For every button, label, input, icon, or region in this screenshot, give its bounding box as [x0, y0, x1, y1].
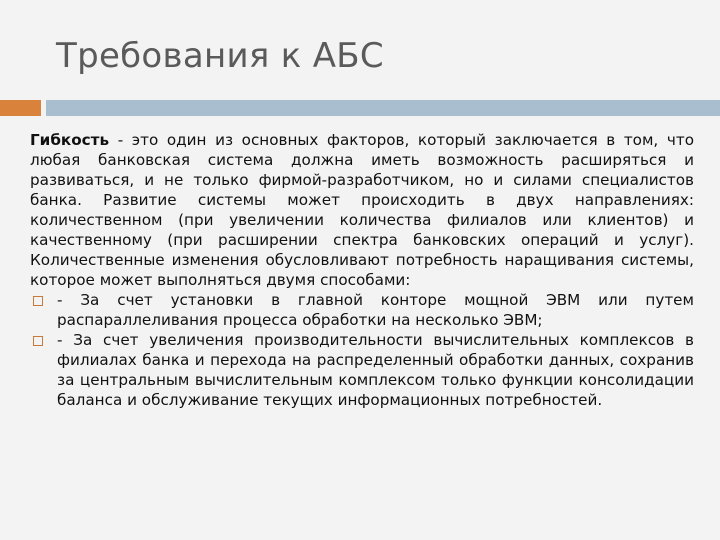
paragraph-text: - это один из основных факторов, который заключается в том, что любая банковская система должна иметь возможность расширяться и развиваться, и не только фирмой-разработчиком, но и силами специалистов банка. Развитие системы может происходить в двух направлениях: количественном (при увеличении количества филиалов или клиентов) и качественному (при расширении спектра банковских операций и услуг). Количественные изменения обусловливают потребность наращивания системы, которое может выполняться двумя способами:: [30, 131, 694, 289]
slide-body: [30, 130, 694, 410]
square-bullet-icon: [33, 296, 43, 306]
list-item-text: - За счет увеличения производительности вычислительных комплексов в филиалах банка и перехода на распределенный обработки данных, сохранив за центральным вычислительным комплексом только функции консолидации баланса и обслуживание текущих информационных потребностей.: [57, 331, 694, 409]
intro-paragraph: [30, 130, 694, 290]
list-item-text: - За счет установки в главной конторе мощной ЭВМ или путем распараллеливания процесса обработки на несколько ЭВМ;: [57, 291, 694, 329]
list-item: [30, 290, 694, 330]
accent-bar-orange: [0, 100, 41, 116]
slide-title: Требования к АБС: [56, 36, 384, 76]
accent-bar-blue: [46, 100, 720, 116]
list-item: [30, 330, 694, 410]
square-bullet-icon: [33, 336, 43, 346]
term-flexibility: Гибкость: [30, 131, 110, 149]
